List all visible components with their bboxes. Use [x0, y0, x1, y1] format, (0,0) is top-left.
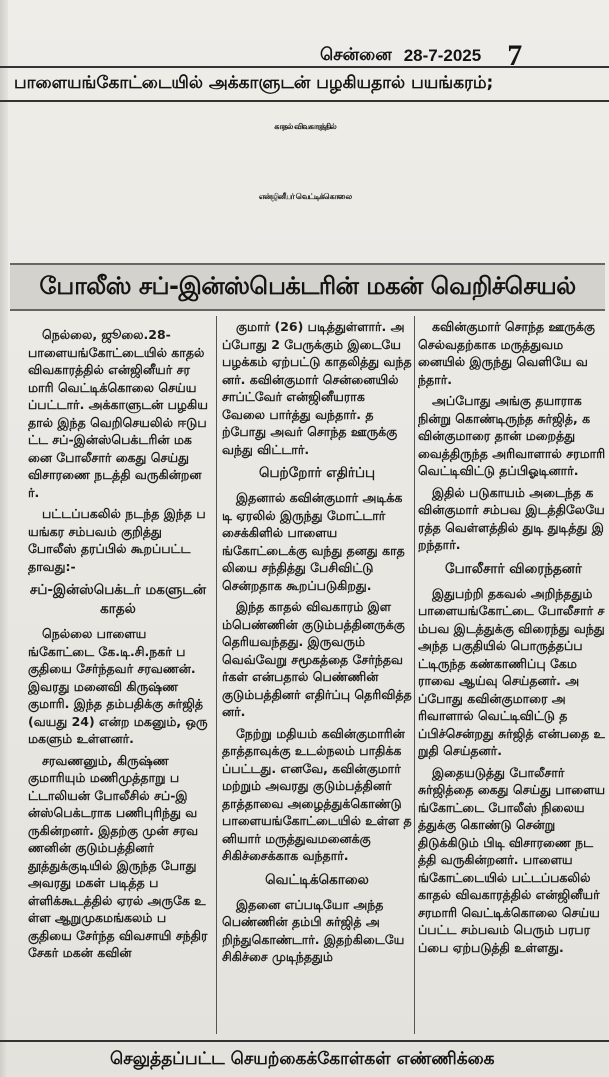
article-column-3 [418, 318, 609, 1026]
paragraph: கவின்குமார் சொந்த ஊருக்கு செல்வதற்காக மருத்துவமனையில் இருந்து வெளியே வந்தார். [418, 319, 595, 387]
section-heading: பெற்றோர் எதிர்ப்பு [258, 465, 376, 481]
paragraph: சரவணனும், கிருஷ்ணகுமாரியும் மணிமுத்தாறு பட்டாலியன் போலீசில் சப்-இன்ஸ்பெக்டராக பணிபுரிந்து வருகின்றனர். இதற்கு முன் சரவணனின் குடும்பத்தினர் தூத்துக்குடியில் இருந்த போது அவரது மகள் படித்த பள்ளிக்கூடத்தில் ஏரல் அருகே உள்ள ஆறுமுகமங்கலம் பகுதியை சேர்ந்த விவசாயி சந்திரசேகர் மகன் கவின் [28, 752, 208, 960]
page-gutter [0, 0, 8, 1077]
headline-line-2: என்ஜினீயர் வெட்டிக்கொலை [258, 192, 352, 201]
column-divider [216, 316, 217, 1034]
paragraph: இதையடுத்து போலீசார் சுர்ஜித்தை கைது செய்து பாளையங்கோட்டை போலீஸ் நிலையத்துக்கு கொண்டு சென்று திடுக்கிடும் பிடி விசாரணை நடத்தி வருகின்றனர். பாளையங்கோட்டையில் பட்டப்பகலில் காதல் விவகாரத்தில் என்ஜினீயர் சரமாரி வெட்டிக்கொலை செய்யப்பட்ட சம்பவம் பெரும் பரபரப்பை ஏற்படுத்தி உள்ளது. [418, 764, 606, 955]
section-heading: வெட்டிக்கொலை [265, 871, 369, 888]
kicker-bar [0, 66, 609, 102]
subheadline-text: போலீஸ் சப்-இன்ஸ்பெக்டரின் மகன் வெறிச்செயல் [39, 271, 576, 300]
paragraph: அப்போது அங்கு தயாராக நின்று கொண்டிருந்த சுர்ஜித், கவின்குமாரை தான் மறைத்து வைத்திருந்த அரிவாளால் சரமாரி வெட்டிவிட்டு தப்பிஓடினார். [418, 393, 606, 478]
dateline-date: 28-7-2025 [403, 46, 482, 65]
subheadline-bar [10, 263, 605, 311]
paragraph: பட்டப்பகலில் நடந்த இந்த பயங்கர சம்பவம் குறித்து போலீஸ் தரப்பில் கூறப்பட்டதாவது:- [28, 506, 206, 574]
paragraph: இதுபற்றி தகவல் அறிந்ததும் பாளையங்கோட்டை போலீசார் சம்பவ இடத்துக்கு விரைந்து வந்து அந்த பகுதியில் பொருத்தப்பட்டிருந்த கண்காணிப்பு கேமராவை ஆய்வு செய்தனர். அப்போது கவின்குமாரை அரிவாளால் வெட்டிவிட்டு தப்பிச்சென்றது சுர்ஜித் என்பதை உறுதி செய்தனர். [418, 585, 605, 758]
paragraph: இதில் படுகாயம் அடைந்த கவின்குமார் சம்பவ இடத்திலேயே ரத்த வெள்ளத்தில் துடி துடித்து இறந்தார். [418, 484, 605, 552]
paragraph: இதனால் கவின்குமார் அடிக்கடி ஏரலில் இருந்து மோட்டார் சைக்கிளில் பாளையங்கோட்டைக்கு வந்து தனது காதலியை சந்தித்து பேசிவிட்டு சென்றதாக கூறப்படுகிறது. [222, 490, 405, 593]
paragraph: நெல்லை பாளையங்கோட்டை கே.டி.சி.நகர் பகுதியை சேர்ந்தவர் சரவணன். இவரது மனைவி கிருஷ்ணகுமாரி. இந்த தம்பதிக்கு சுர்ஜித் (வயது 24) என்ற மகனும், ஒரு மகளும் உள்ளனர். [28, 626, 208, 746]
next-article-headline-bar [0, 1040, 609, 1077]
column-divider [414, 316, 415, 1034]
kicker-text: பாளையங்கோட்டையில் அக்காளுடன் பழகியதால் பயங்கரம்; [14, 73, 494, 93]
headline-line-1: காதல் விவகாரத்தில் [274, 122, 336, 131]
paragraph: இதனை எப்படியோ அந்த பெண்ணின் தம்பி சுர்ஜித் அறிந்துகொண்டார். இதற்கிடையே சிகிச்சை முடிந்ததும் [222, 896, 405, 964]
next-article-headline: செலுத்தப்பட்ட செயற்கைக்கோள்கள் எண்ணிக்கை [110, 1048, 495, 1069]
section-heading: போலீசார் விரைந்தனர் [445, 560, 582, 577]
paragraph: நெல்லை, ஜூலை.28- பாளையங்கோட்டையில் காதல் விவகாரத்தில் என்ஜினீயர் சரமாரி வெட்டிக்கொலை செய்யப்பட்டார். அக்காளுடன் பழகியதால் இந்த வெறிசெயலில் ஈடுபட்ட சப்-இன்ஸ்பெக்டரின் மகனை போலீசார் கைது செய்து விசாரணை நடத்தி வருகின்றனர். [28, 327, 208, 500]
article-column-2 [222, 318, 412, 1026]
page-number: 7 [507, 39, 523, 72]
paragraph: குமார் (26) படித்துள்ளார். அப்போது 2 பேருக்கும் இடையே பழக்கம் ஏற்பட்டு காதலித்து வந்தனர். கவின்குமார் சென்னையில் சாப்ட்வேர் என்ஜினீயராக வேலை பார்த்து வந்தார். தற்போது அவர் சொந்த ஊருக்கு வந்து விட்டார். [222, 319, 412, 457]
article-column-1 [28, 326, 208, 1034]
paragraph: நேற்று மதியம் கவின்குமாரின் தாத்தாவுக்கு உடல்நலம் பாதிக்கப்பட்டது. எனவே, கவின்குமார் மற்றும் அவரது குடும்பத்தினர் தாத்தாவை அழைத்துக்கொண்டு பாளையங்கோட்டையில் உள்ள தனியார் மருத்துவமனைக்கு சிகிச்சைக்காக வந்தார். [222, 725, 412, 863]
paragraph: இந்த காதல் விவகாரம் இளம்பெண்ணின் குடும்பத்தினருக்கு தெரியவந்தது. இருவரும் வெவ்வேறு சமூகத்தை சேர்ந்தவர்கள் என்பதால் பெண்ணின் குடும்பத்தினர் எதிர்ப்பு தெரிவித்தனர். [222, 599, 412, 719]
section-heading: சப்-இன்ஸ்பெக்டர் மகளுடன் காதல் [29, 582, 207, 617]
dateline-place: சென்னை [320, 45, 392, 65]
